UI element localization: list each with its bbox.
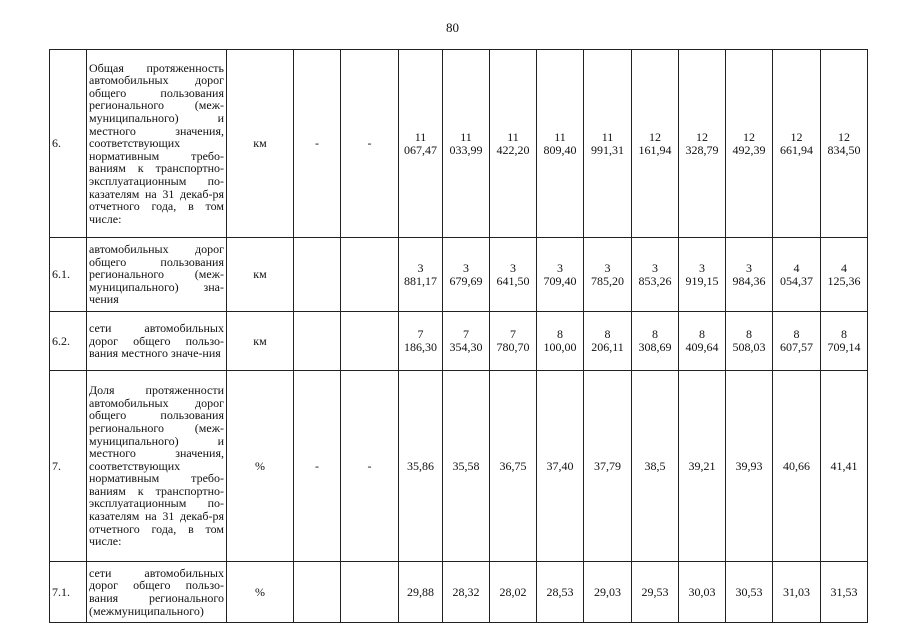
prev-value-cell [341,562,399,623]
value-text: 11 [507,129,519,144]
value-text: 7 [463,327,469,342]
value-text: 30,03 [688,584,716,599]
value-text: 8 [652,327,658,342]
indicator-name: автомобильных дорог общего пользования регионального (меж-муниципального) зна-чения [87,238,227,312]
value-text: 35,58 [452,458,480,473]
value-cell [584,562,632,623]
row-number: 7. [50,371,87,562]
value-text: 11 [414,129,427,144]
value-text: 809,40 [543,142,577,157]
value-text: 186,30 [404,340,437,354]
value-text: 29,88 [407,584,434,599]
unit-cell: км [227,50,294,238]
value-text: 29,53 [641,584,669,599]
value-text: 4 [841,260,847,275]
value-text: 709,40 [543,273,577,288]
value-cell [490,238,537,312]
value-text: 35,86 [407,458,434,473]
table-row [50,371,868,562]
value-text: 919,15 [685,273,719,288]
value-text: 11 [601,129,614,144]
value-cell [821,562,868,623]
value-text: 3 [417,260,424,275]
value-text: 853,26 [638,273,672,288]
value-cell [632,371,679,562]
value-text: 607,57 [780,340,813,354]
value-text: 12 [649,129,661,144]
value-text: 12 [696,129,708,144]
value-text: 41,41 [830,458,858,473]
value-text: 36,75 [499,458,527,473]
value-cell [773,371,821,562]
value-cell [584,50,632,238]
unit-cell: % [227,562,294,623]
value-text: 100,00 [543,340,577,354]
value-cell [443,238,490,312]
value-text: 38,5 [644,458,666,473]
value-text: 11 [460,129,472,144]
value-cell [490,562,537,623]
value-cell [584,371,632,562]
value-text: 12 [743,129,755,144]
value-text: 661,94 [780,142,813,157]
value-text: 37,79 [594,458,621,473]
value-cell [773,312,821,371]
value-cell [537,562,584,623]
value-text: 508,03 [732,340,766,354]
value-text: 785,20 [591,273,624,288]
value-text: 39,21 [688,458,716,473]
value-text: 984,36 [732,273,766,288]
value-text: 067,47 [404,142,437,157]
value-text: 8 [604,327,611,342]
value-text: 033,99 [449,142,483,157]
indicator-name: Общая протяженность автомобильных дорог общего пользования регионального (меж-муниципального) и местного значения, соответствующих нормативным требо-ваниям к транспортно-эксплуатационным по-казателям на 31 декаб-ря отчетного года, в том числе: [87,50,227,238]
value-cell [537,371,584,562]
indicator-name: Доля протяженности автомобильных дорог общего пользования регионального (меж-муниципального) и местного значения, соответствующих нормативным требо-ваниям к транспортно-эксплуатационным по-казателям на 31 декаб-ря отчетного года, в том числе: [87,371,227,562]
value-cell [443,50,490,238]
base-value-cell: - [294,50,341,238]
base-value-cell: - [294,371,341,562]
value-text: 679,69 [449,273,483,288]
value-text: 409,64 [685,340,719,354]
value-cell [632,562,679,623]
value-text: 11 [554,129,566,144]
indicators-table [49,49,868,623]
value-cell [584,238,632,312]
value-cell [632,238,679,312]
value-cell [773,562,821,623]
value-cell [632,312,679,371]
prev-value-cell [341,238,399,312]
value-cell [537,238,584,312]
value-text: 308,69 [638,340,672,354]
value-cell [679,562,726,623]
base-value-cell [294,238,341,312]
prev-value-cell [341,312,399,371]
value-text: 7 [510,327,516,342]
value-cell [679,50,726,238]
value-text: 780,70 [496,340,530,354]
table-row [50,312,868,371]
value-text: 161,94 [638,142,672,157]
prev-value-cell: - [341,371,399,562]
value-text: 31,53 [830,584,858,599]
value-cell [726,371,773,562]
page-number: 80 [446,20,459,35]
table-body [50,50,868,623]
base-value-cell [294,562,341,623]
value-text: 834,50 [827,142,861,157]
unit-cell: % [227,371,294,562]
table-row [50,50,868,238]
row-number: 6. [50,50,87,238]
table-row [50,562,868,623]
unit-cell: км [227,312,294,371]
value-text: 40,66 [783,458,810,473]
value-cell [490,312,537,371]
value-text: 8 [557,327,563,342]
value-text: 054,37 [780,273,813,288]
value-text: 28,32 [452,584,480,599]
value-text: 8 [699,327,705,342]
value-text: 28,53 [546,584,574,599]
value-text: 641,50 [496,273,530,288]
value-text: 492,39 [732,142,766,157]
value-text: 7 [417,327,424,342]
row-number: 6.2. [50,312,87,371]
row-number: 7.1. [50,562,87,623]
value-cell [679,371,726,562]
value-cell [773,238,821,312]
indicator-name: сети автомобильных дорог общего пользо-вания местного значе-ния [87,312,227,371]
value-cell [726,562,773,623]
value-cell [399,50,443,238]
value-text: 881,17 [404,273,437,288]
value-cell [679,238,726,312]
value-cell [821,238,868,312]
value-text: 709,14 [827,340,861,354]
unit-cell: км [227,238,294,312]
value-text: 125,36 [827,273,861,288]
value-text: 3 [463,260,469,275]
value-cell [537,50,584,238]
row-number: 6.1. [50,238,87,312]
value-text: 3 [604,260,611,275]
value-cell [490,371,537,562]
value-text: 328,79 [685,142,719,157]
value-cell [443,371,490,562]
value-cell [584,312,632,371]
value-text: 8 [746,327,752,342]
value-cell [490,50,537,238]
value-text: 422,20 [496,142,530,157]
value-cell [679,312,726,371]
value-text: 4 [793,260,800,275]
value-cell [821,50,868,238]
value-cell [399,371,443,562]
value-text: 37,40 [546,458,574,473]
value-text: 3 [557,260,563,275]
value-cell [726,50,773,238]
value-text: 206,11 [591,340,624,354]
value-text: 30,53 [735,584,763,599]
value-cell [726,238,773,312]
table-row [50,238,868,312]
value-text: 991,31 [591,142,624,157]
value-cell [821,312,868,371]
value-text: 28,02 [499,584,527,599]
value-text: 3 [510,260,516,275]
value-cell [726,312,773,371]
value-text: 12 [838,129,850,144]
value-cell [537,312,584,371]
value-cell [821,371,868,562]
indicator-name: сети автомобильных дорог общего пользо-вания регионального (межмуниципального) [87,562,227,623]
value-text: 39,93 [735,458,763,473]
value-cell [399,312,443,371]
value-cell [632,50,679,238]
value-text: 3 [746,260,752,275]
value-text: 354,30 [449,340,483,354]
value-cell [773,50,821,238]
value-text: 8 [841,327,847,342]
value-cell [399,238,443,312]
base-value-cell [294,312,341,371]
value-text: 29,03 [594,584,621,599]
prev-value-cell: - [341,50,399,238]
value-text: 31,03 [783,584,810,599]
value-cell [443,312,490,371]
value-cell [399,562,443,623]
value-text: 3 [699,260,705,275]
value-text: 8 [793,327,800,342]
value-text: 3 [652,260,658,275]
value-cell [443,562,490,623]
value-text: 12 [790,129,803,144]
